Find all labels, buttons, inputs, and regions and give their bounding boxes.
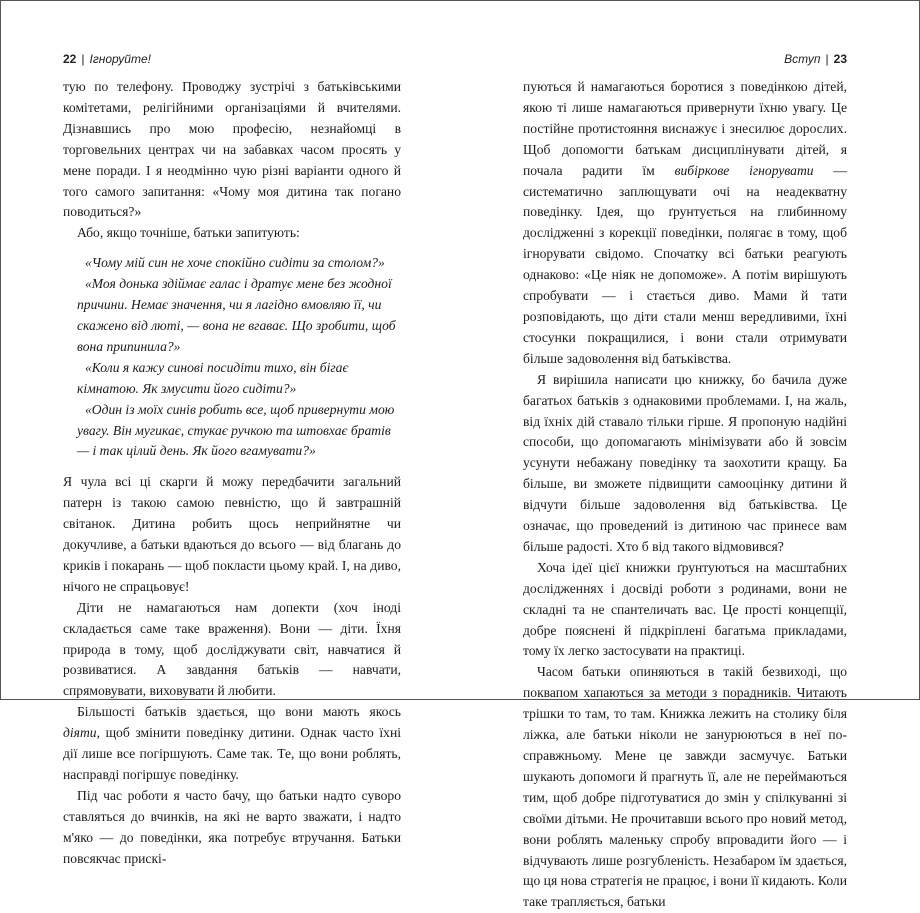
emphasis: діяти	[63, 725, 97, 741]
page-number: 22	[63, 52, 77, 66]
running-title: Ігноруйте!	[89, 52, 151, 66]
quote-block	[77, 253, 401, 462]
quote: «Моя донька здіймає галас і дратує мене без жодної причини. Немає значення, чи я лагідно вмовляю її, чи скажено від люті, — вона не вгаває. Що зробити, щоб вона припинила?»	[77, 276, 396, 354]
paragraph: Діти не намагаються нам допекти (хоч іноді складається саме таке враження). Вони — діти. Їхня природа в тому, щоб досліджувати світ, навчатися й розвиватися. А завдання батьків — навчати, спрямовувати, виховувати й любити.	[63, 599, 401, 699]
text-run: пуються й намагаються боротися з поведінкою дітей, якою ті лише намагаються привернути їхню увагу. Це постійне протистояння виснажує і знесилює дорослих. Щоб допомогти батькам дисциплінувати дітей, я почала радити їм	[523, 79, 847, 178]
header-separator: |	[825, 52, 829, 66]
page-number: 23	[833, 52, 847, 66]
paragraph: Часом батьки опиняються в такій безвиході, що поквапом хапаються за методи з порадників. Читають трішки то там, то там. Книжка лежить на столику біля ліжка, але батьки ніколи не занурюються в неї по-справжньому. Мене це завжди засмучує. Батьки шукають допомоги й прагнуть її, але не переймаються тим, щоб добре підготуватися до змін у спілкуванні зі своїми дітьми. Не прочитавши всього про новий метод, вони роблять маленьку спробу впровадити його — і відчувають лише розгубленість. Незабаром їм здається, що ця нова стратегія не працює, і вони її кидають. Коли таке трапляється, батьки	[523, 664, 847, 910]
quote: «Чому мій син не хоче спокійно сидіти за столом?»	[85, 255, 385, 271]
emphasis: вибіркове ігнорувати	[674, 162, 814, 178]
paragraph	[63, 702, 401, 786]
running-title: Вступ	[784, 52, 821, 66]
right-running-header	[523, 51, 847, 67]
quote: «Коли я кажу синові посидіти тихо, він бігає кімнатою. Як змусити його сидіти?»	[77, 359, 349, 396]
paragraph: Я чула всі ці скарги й можу передбачити загальний патерн із такою самою певністю, що й завтрашній світанок. Дитина робить щось неприйнятне чи докучливе, а батьки вдаються до всього — від благань до криків і покарань — щоб покласти цьому край. І, на диво, нічого не спрацьовує!	[63, 474, 401, 594]
paragraph: Під час роботи я часто бачу, що батьки надто суворо ставляться до вчинків, на які не варто зважати, і надто м'яко — до поведінки, яка потребує втручання. Батьки повсякчас прискі-	[63, 787, 401, 866]
quote: «Один із моїх синів робить все, щоб привернути мою увагу. Він мугикає, стукає ручкою та штовхає братів — і так цілий день. Як його вгамувати?»	[77, 401, 395, 459]
right-page-body	[523, 77, 847, 913]
paragraph: Я вирішила написати цю книжку, бо бачила дуже багатьох батьків з однаковими проблемами. І, на жаль, від їхніх дій ставало тільки гірше. Я пропоную надійні способи, що допомагають мінімізувати або й зовсім усунути небажану поведінку та заохотити кращу. Ба більше, ви зможете підвищити самооцінку дитини й відчути більше задоволення від батьківства. Це означає, що проведений із дитиною час принесе вам більше радості. Хто б від такого відмовився?	[523, 371, 847, 554]
left-running-header	[63, 51, 401, 67]
paragraph: Хоча ідеї цієї книжки ґрунтуються на масштабних дослідженнях і досвіді роботи з родинами, вони не складні та не спантеличать вас. Це прості концепції, добре пояснені й підкріплені багатьма прикладами, тому їх легко застосувати на практиці.	[523, 559, 847, 659]
right-page	[523, 1, 848, 910]
left-page	[63, 1, 401, 866]
text-run: — систематично заплющувати очі на неадекватну поведінку. Ідея, що ґрунтується на глибинному дослідженні з корекції поведінки, полягає в тому, щоб ігнорувати свідомо. Спочатку всі батьки реагують однаково: «Це ніяк не допоможе». А потім вирішують спробувати — і стається диво. Мами й тати розповідають, що діти стали менш вередливими, їхні стосунки покращилися, і вони стали отримувати більше задоволення від батьківства.	[523, 162, 848, 366]
text-run: , щоб змінити поведінку дитини. Однак часто їхні дії лише все погіршують. Саме так. Те, що вони роблять, насправді погіршує поведінку.	[63, 725, 401, 782]
header-separator: |	[81, 52, 85, 66]
paragraph: тую по телефону. Проводжу зустрічі з батьківськими комітетами, релігійними організаціями й вчителями. Дізнавшись про мою професію, незнайомці в торговельних центрах чи на забавках часом просять у мене поради. І я неодмінно чую різні варіанти одного й того самого запитання: «Чому моя дитина так погано поводиться?»	[63, 79, 401, 220]
text-run: Більшості батьків здається, що вони мають якось	[77, 704, 401, 720]
left-page-body	[63, 77, 401, 870]
paragraph	[523, 77, 847, 370]
paragraph: Або, якщо точніше, батьки запитують:	[77, 225, 300, 241]
